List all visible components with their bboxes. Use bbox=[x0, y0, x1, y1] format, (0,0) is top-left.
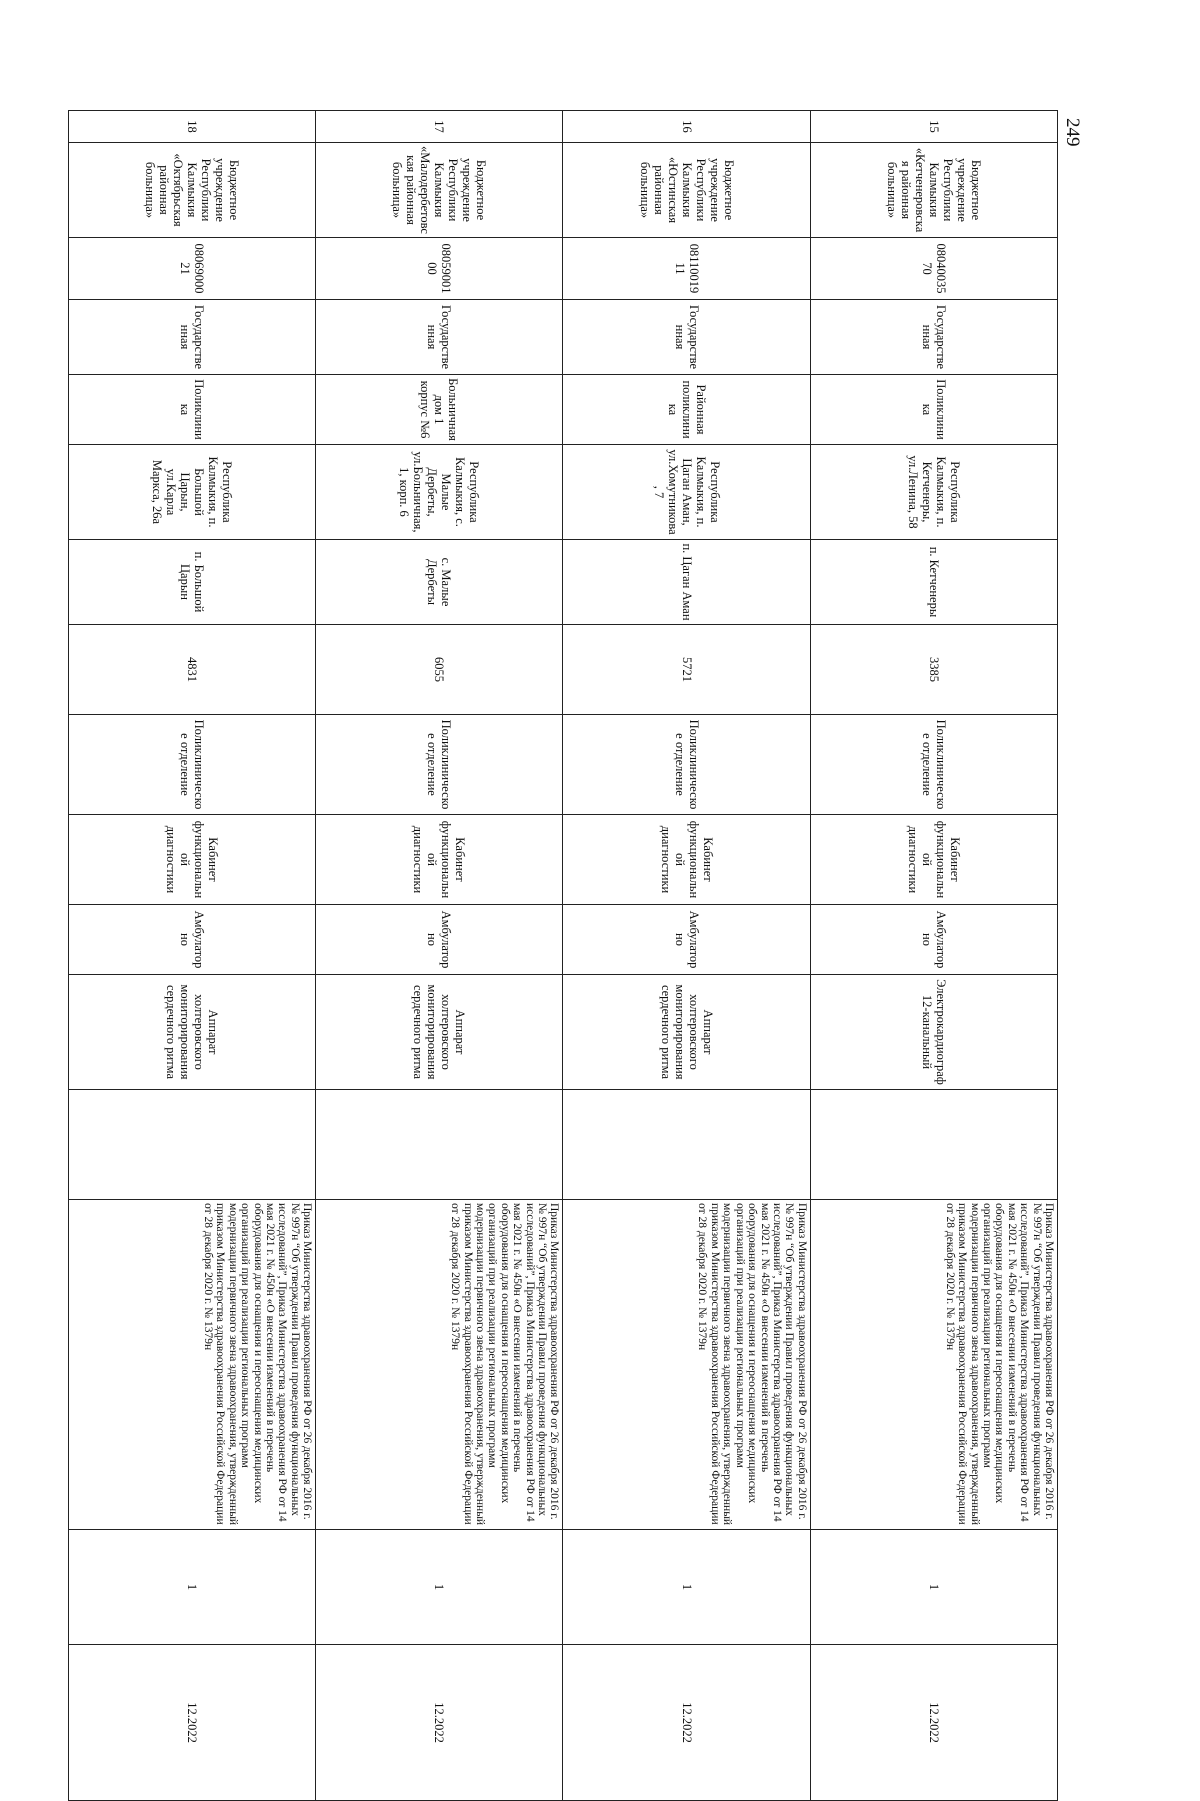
department: Поликлиническое отделение bbox=[69, 715, 316, 815]
delivery-date: 12.2022 bbox=[69, 1645, 316, 1801]
building-name: Больничная дом 1 корпус №6 bbox=[316, 375, 563, 445]
page-number: 249 bbox=[1062, 118, 1083, 147]
row-number: 16 bbox=[563, 111, 810, 143]
row-number: 15 bbox=[810, 111, 1057, 143]
organization-code: 0811001911 bbox=[563, 238, 810, 300]
organization-code: 0806900021 bbox=[69, 238, 316, 300]
settlement: п. Большой Царын bbox=[69, 540, 316, 625]
population: 4831 bbox=[69, 625, 316, 715]
care-type: Амбулаторно bbox=[316, 905, 563, 975]
table-row bbox=[810, 111, 1057, 1801]
extra-cell bbox=[810, 1090, 1057, 1200]
table-row bbox=[563, 111, 810, 1801]
building-name: Поликлиника bbox=[810, 375, 1057, 445]
row-number: 18 bbox=[69, 111, 316, 143]
cabinet: Кабинет функциональной диагностики bbox=[810, 815, 1057, 905]
ownership-type: Государственная bbox=[69, 300, 316, 375]
building-name: Поликлиника bbox=[69, 375, 316, 445]
legal-basis: Приказ Министерства здравоохранения РФ от 26 декабря 2016 г. № 997н “Об утверждении Правил проведения функциональных исследований”, Приказ Министерства здравоохранения РФ от 14 мая 2021 г. № 450н «О внесении изменений в перечень оборудования для оснащения и переоснащения медицинских организаций при реализации региональных программ модернизации первичного звена здравоохранения, утвержденный приказом Министерства здравоохранения Российской Федерации от 28 декабря 2020 г. № 1379н bbox=[316, 1200, 563, 1530]
equipment-name: Электрокардиограф 12-канальный bbox=[810, 975, 1057, 1090]
care-type: Амбулаторно bbox=[810, 905, 1057, 975]
organization-code: 0804003570 bbox=[810, 238, 1057, 300]
cabinet: Кабинет функциональной диагностики bbox=[69, 815, 316, 905]
table-row bbox=[69, 111, 316, 1801]
department: Поликлиническое отделение bbox=[810, 715, 1057, 815]
building-name: Районная поликлиника bbox=[563, 375, 810, 445]
population: 3385 bbox=[810, 625, 1057, 715]
legal-basis: Приказ Министерства здравоохранения РФ от 26 декабря 2016 г. № 997н “Об утверждении Правил проведения функциональных исследований”, Приказ Министерства здравоохранения РФ от 14 мая 2021 г. № 450н «О внесении изменений в перечень оборудования для оснащения и переоснащения медицинских организаций при реализации региональных программ модернизации первичного звена здравоохранения, утвержденный приказом Министерства здравоохранения Российской Федерации от 28 декабря 2020 г. № 1379н bbox=[563, 1200, 810, 1530]
address: Республика Калмыкия, п. Большой Царын, ул.Карла Маркса, 26а bbox=[69, 445, 316, 540]
cabinet: Кабинет функциональной диагностики bbox=[563, 815, 810, 905]
equipment-name: Аппарат холтеровского мониторирования сердечного ритма bbox=[563, 975, 810, 1090]
equipment-table bbox=[68, 110, 1058, 1801]
address: Республика Калмыкия, с. Малые Дербеты, ул.Больничная, 1, корп. 6 bbox=[316, 445, 563, 540]
legal-basis: Приказ Министерства здравоохранения РФ от 26 декабря 2016 г. № 997н “Об утверждении Правил проведения функциональных исследований”, Приказ Министерства здравоохранения РФ от 14 мая 2021 г. № 450н «О внесении изменений в перечень оборудования для оснащения и переоснащения медицинских организаций при реализации региональных программ модернизации первичного звена здравоохранения, утвержденный приказом Министерства здравоохранения Российской Федерации от 28 декабря 2020 г. № 1379н bbox=[69, 1200, 316, 1530]
quantity: 1 bbox=[316, 1530, 563, 1645]
ownership-type: Государственная bbox=[316, 300, 563, 375]
row-number: 17 bbox=[316, 111, 563, 143]
organization-name: Бюджетное учреждение Республики Калмыкия «Октябрьская районная больница» bbox=[69, 143, 316, 238]
address: Республика Калмыкия, п. Кетченеры, ул.Ленина, 58 bbox=[810, 445, 1057, 540]
settlement: п. Кетченеры bbox=[810, 540, 1057, 625]
settlement: с. Малые Дербеты bbox=[316, 540, 563, 625]
legal-basis: Приказ Министерства здравоохранения РФ от 26 декабря 2016 г. № 997н “Об утверждении Правил проведения функциональных исследований”, Приказ Министерства здравоохранения РФ от 14 мая 2021 г. № 450н «О внесении изменений в перечень оборудования для оснащения и переоснащения медицинских организаций при реализации региональных программ модернизации первичного звена здравоохранения, утвержденный приказом Министерства здравоохранения Российской Федерации от 28 декабря 2020 г. № 1379н bbox=[810, 1200, 1057, 1530]
department: Поликлиническое отделение bbox=[316, 715, 563, 815]
extra-cell bbox=[316, 1090, 563, 1200]
rotated-table-container bbox=[68, 110, 1058, 1743]
quantity: 1 bbox=[563, 1530, 810, 1645]
extra-cell bbox=[69, 1090, 316, 1200]
organization-name: Бюджетное учреждение Республики Калмыкия «Юстинская районная больница» bbox=[563, 143, 810, 238]
population: 6055 bbox=[316, 625, 563, 715]
cabinet: Кабинет функциональной диагностики bbox=[316, 815, 563, 905]
delivery-date: 12.2022 bbox=[563, 1645, 810, 1801]
quantity: 1 bbox=[810, 1530, 1057, 1645]
delivery-date: 12.2022 bbox=[810, 1645, 1057, 1801]
department: Поликлиническое отделение bbox=[563, 715, 810, 815]
organization-name: Бюджетное учреждение Республики Калмыкия «Малодербетовская районная больница» bbox=[316, 143, 563, 238]
settlement: п. Цаган Аман bbox=[563, 540, 810, 625]
ownership-type: Государственная bbox=[563, 300, 810, 375]
organization-code: 0805900100 bbox=[316, 238, 563, 300]
table-row bbox=[316, 111, 563, 1801]
extra-cell bbox=[563, 1090, 810, 1200]
equipment-name: Аппарат холтеровского мониторирования сердечного ритма bbox=[316, 975, 563, 1090]
address: Республика Калмыкия, п. Цаган Аман, ул.Хомутникова, 7 bbox=[563, 445, 810, 540]
quantity: 1 bbox=[69, 1530, 316, 1645]
population: 5721 bbox=[563, 625, 810, 715]
equipment-name: Аппарат холтеровского мониторирования сердечного ритма bbox=[69, 975, 316, 1090]
delivery-date: 12.2022 bbox=[316, 1645, 563, 1801]
ownership-type: Государственная bbox=[810, 300, 1057, 375]
organization-name: Бюджетное учреждение Республики Калмыкия «Кетченеровская районная больница» bbox=[810, 143, 1057, 238]
care-type: Амбулаторно bbox=[69, 905, 316, 975]
care-type: Амбулаторно bbox=[563, 905, 810, 975]
